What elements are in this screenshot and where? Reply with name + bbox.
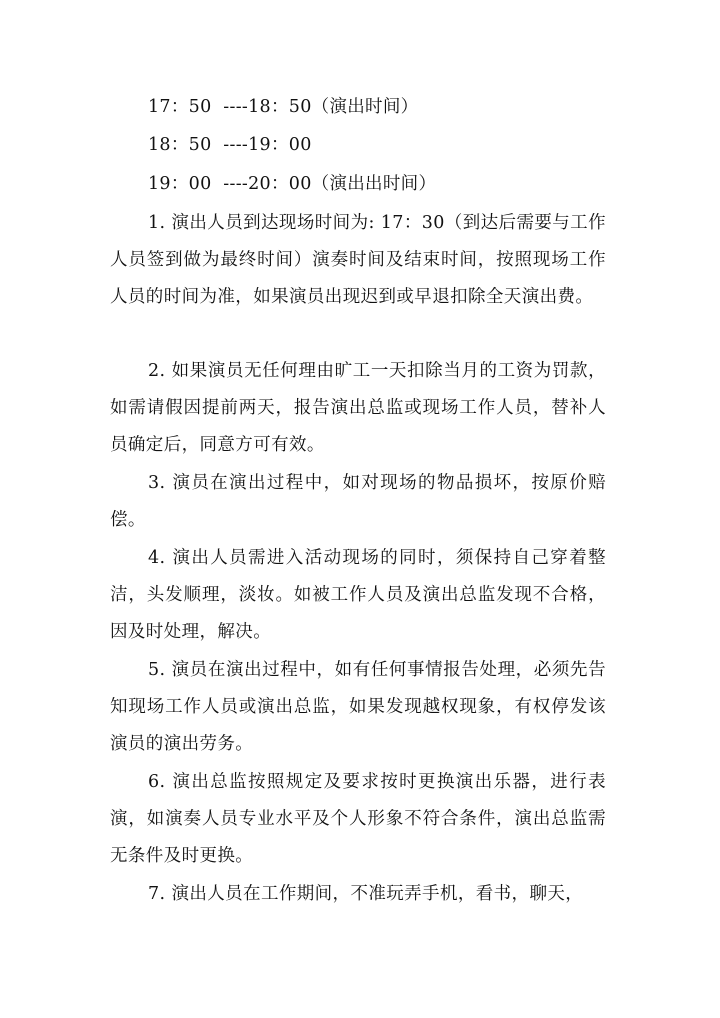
rule-7-paragraph: 7. 演出人员在工作期间，不准玩弄手机，看书，聊天， bbox=[148, 884, 584, 904]
schedule-line-1: 17：50 ----18：50（演出时间） bbox=[148, 97, 419, 117]
rule-5-paragraph: 5. 演员在演出过程中，如有任何事情报告处理，必须先告知现场工作人员或演出总监，如果发现越权现象，有权停发该演员的演出劳务。 bbox=[110, 660, 606, 754]
schedule-line-3: 19：00 ----20：00（演出出时间） bbox=[148, 174, 437, 194]
rule-2-paragraph: 2. 如果演员无任何理由旷工一天扣除当月的工资为罚款，如需请假因提前两天，报告演出总监或现场工作人员，替补人员确定后，同意方可有效。 bbox=[110, 361, 606, 455]
rule-1-paragraph: 1. 演出人员到达现场时间为: 17：30（到达后需要与工作人员签到做为最终时间）演奏时间及结束时间，按照现场工作人员的时间为准，如果演员出现迟到或早退扣除全天演出费。 bbox=[110, 213, 606, 307]
schedule-line-2: 18：50 ----19：00 bbox=[148, 135, 312, 155]
rule-4-paragraph: 4. 演出人员需进入活动现场的同时，须保持自己穿着整洁，头发顺理，淡妆。如被工作人员及演出总监发现不合格，因及时处理，解决。 bbox=[110, 548, 606, 642]
rule-6-paragraph: 6. 演出总监按照规定及要求按时更换演出乐器，进行表演，如演奏人员专业水平及个人形象不符合条件，演出总监需无条件及时更换。 bbox=[110, 772, 606, 866]
rule-3-paragraph: 3. 演员在演出过程中，如对现场的物品损坏，按原价赔偿。 bbox=[110, 473, 606, 530]
